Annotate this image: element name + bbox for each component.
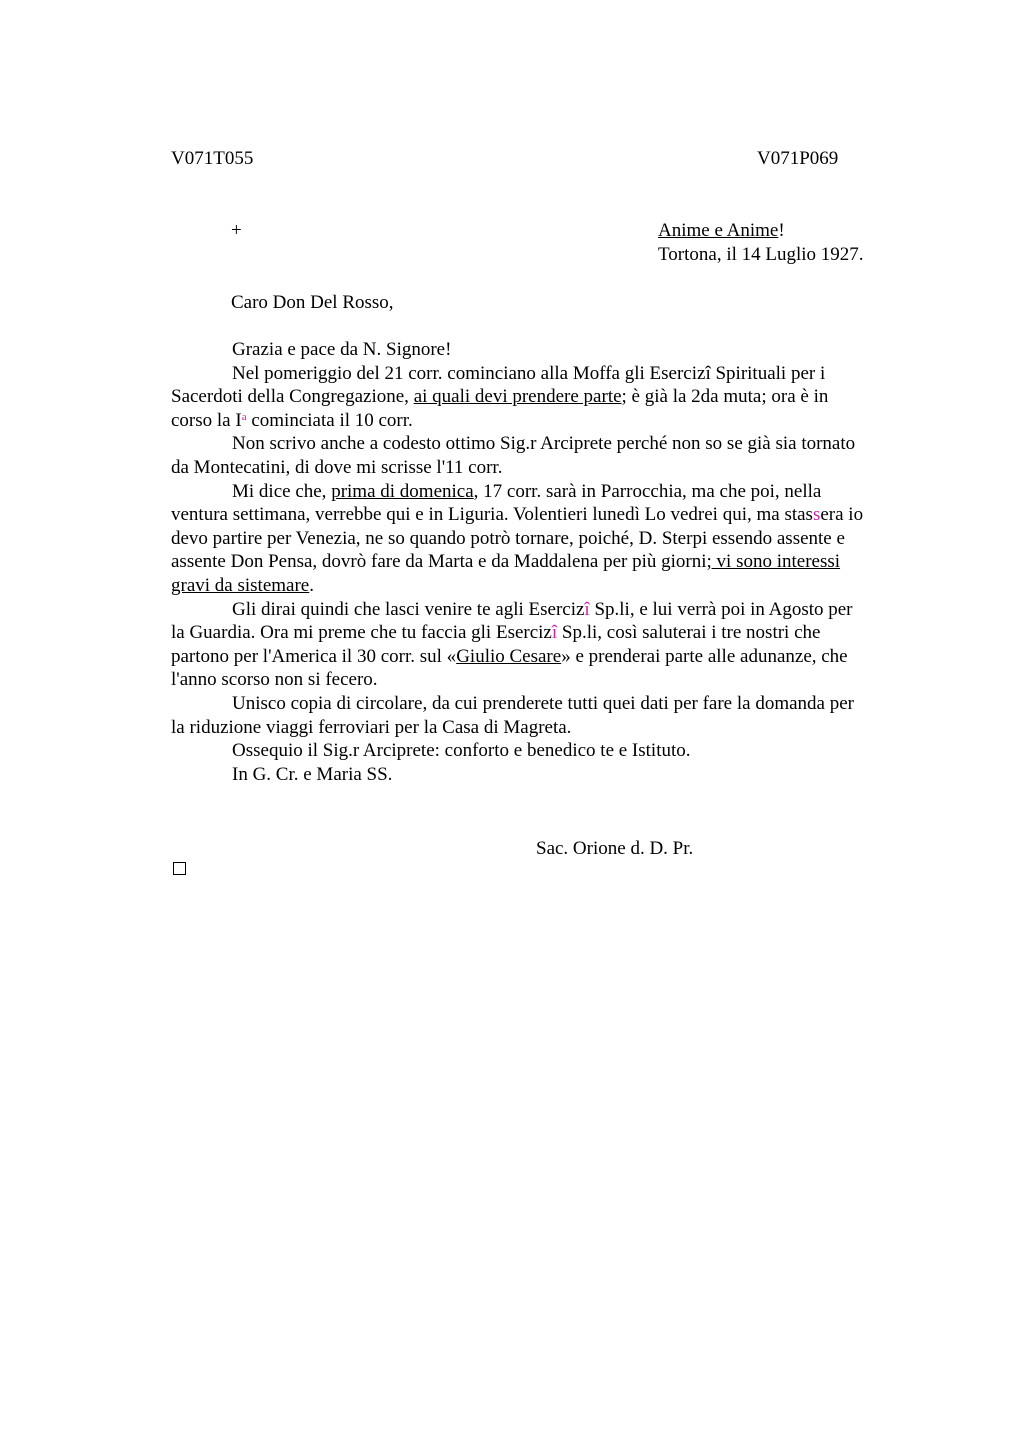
highlighted-letter: î xyxy=(584,598,590,620)
paragraph-circular: Unisco copia di circolare, da cui prenderete tutti quei dati per fare la domanda per la riduzione viaggi ferroviari per la Casa di Magreta. xyxy=(171,692,854,738)
paragraph-retreat: Nel pomeriggio del 21 corr. cominciano alla Moffa gli Esercizî Spirituali per i Sacerdoti della Congregazione, ai quali devi prendere parte; è già la 2da muta; ora è in corso la $I^a$ cominciata il 10 corr. xyxy=(171,362,829,431)
highlighted-letter: î xyxy=(551,622,558,644)
document-code-right: V071P069 xyxy=(757,148,839,169)
paragraph-instructions: Gli dirai quindi che lasci venire te agli Esercizî Sp.li, e lui verrà poi in Agosto per la Guardia. Ora mi preme che tu faccia gli Esercizî Sp.li, così saluterai i tre nostri che partono per l'America il 30 corr. sul «Giulio Cesare» e prenderai parte alle adunanze, che l'anno scorso non si fecero. xyxy=(171,598,853,691)
signature: Sac. Orione d. D. Pr. xyxy=(536,838,694,859)
checkbox-square-icon xyxy=(173,862,186,875)
paragraph-archpriest: Non scrivo anche a codesto ottimo Sig.r Arciprete perché non so se già sia tornato da Montecatini, di dove mi scrisse l'11 corr. xyxy=(171,433,856,478)
paragraph-closing: In G. Cr. e Maria SS. xyxy=(232,763,393,785)
motto xyxy=(658,219,785,243)
document-code-left: V071T055 xyxy=(171,148,254,169)
paragraph-travel: Mi dice che, prima di domenica, 17 corr. sarà in Parrocchia, ma che poi, nella ventura settimana, verrebbe qui e in Liguria. Volentieri lunedì Lo vedrei qui, ma stassera io devo partire per Venezia, ne so quando potrò tornare, poiché, D. Sterpi essendo assente e assente Don Pensa, dovrò fare da Marta e da Maddalena per più giorni; vi sono interessi gravi da sistemare. xyxy=(171,480,864,596)
motto-punct: ! xyxy=(778,220,785,241)
place-date: Tortona, il 14 Luglio 1927. xyxy=(658,244,864,265)
underlined-phrase: gravi da sistemare xyxy=(171,574,310,596)
ship-name: Giulio Cesare xyxy=(456,645,562,667)
cross-symbol: + xyxy=(231,220,242,241)
paragraph-regards: Ossequio il Sig.r Arciprete: conforto e benedico te e Istituto. xyxy=(232,740,691,762)
underlined-phrase: prima di domenica xyxy=(331,480,474,502)
superscript-a: a xyxy=(241,410,247,423)
underlined-phrase: ai quali devi prendere parte xyxy=(413,386,622,408)
motto-text: Anime e Anime xyxy=(658,220,779,241)
letter-body xyxy=(171,338,917,786)
highlighted-letter: s xyxy=(812,504,821,526)
greeting: Caro Don Del Rosso, xyxy=(231,292,394,313)
paragraph-blessing: Grazia e pace da N. Signore! xyxy=(232,339,452,360)
underlined-phrase: ; vi sono interessi xyxy=(706,551,841,573)
